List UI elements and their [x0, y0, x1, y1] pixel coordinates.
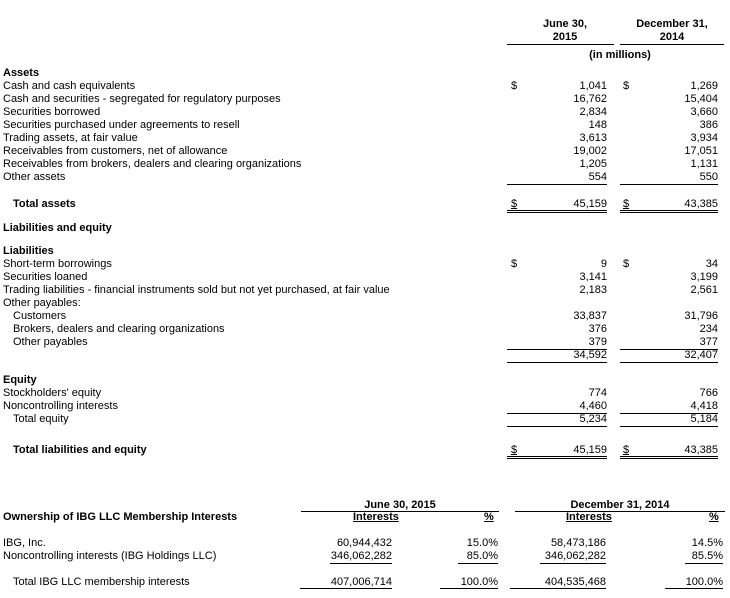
asset-row-v2: 17,051	[684, 145, 718, 157]
assets-dollar-1: $	[511, 80, 518, 92]
liabilities-equity-heading: Liabilities and equity	[3, 222, 112, 234]
col1-header-rule	[507, 44, 614, 45]
liability-row-v2: 2,561	[690, 284, 718, 296]
asset-row-v1: 16,762	[573, 93, 607, 105]
liability-row-label: Securities loaned	[3, 271, 88, 283]
total-assets-dollar-1: $	[511, 198, 518, 210]
assets-subtotal-rule-1	[507, 184, 607, 185]
asset-row-v1: 1,041	[579, 80, 607, 92]
total-assets-dollar-2: $	[623, 198, 630, 210]
liability-row-label: Customers	[13, 310, 67, 322]
asset-row-v1: 3,613	[579, 132, 607, 144]
asset-row-label: Trading assets, at fair value	[3, 132, 138, 144]
total-assets-rule-1b	[507, 212, 607, 213]
total-assets-rule-2a	[620, 210, 718, 211]
liability-row-v1: 2,183	[579, 284, 607, 296]
col2-header-rule	[620, 44, 724, 45]
ownership-period2: December 31, 2014	[570, 499, 670, 511]
col2-header-line2: 2014	[659, 31, 685, 43]
total-le-rule-1a	[507, 456, 607, 457]
ownership-total-rule-i2	[510, 588, 606, 589]
liability-row-label: Other payables:	[3, 297, 81, 309]
ownership-total-rule-p1	[440, 588, 498, 589]
asset-row-v1: 148	[588, 119, 607, 131]
equity-row-label: Stockholders' equity	[3, 387, 102, 399]
assets-heading: Assets	[3, 67, 40, 79]
total-assets-rule-1a	[507, 210, 607, 211]
ownership-row-i2: 58,473,186	[550, 537, 606, 549]
asset-row-v1: 2,834	[579, 106, 607, 118]
interests-header-1: Interests	[353, 511, 399, 523]
ownership-period2-rule	[515, 511, 725, 512]
asset-row-v2: 1,269	[690, 80, 718, 92]
asset-row-v1: 1,205	[579, 158, 607, 170]
equity-row-v1: 5,234	[579, 413, 607, 425]
total-le-v2: 43,385	[684, 444, 718, 456]
asset-row-label: Securities purchased under agreements to resell	[3, 119, 240, 131]
ownership-row-p1: 85.0%	[466, 550, 498, 562]
liability-row-label: Short-term borrowings	[3, 258, 112, 270]
liab-dollar-1: $	[511, 258, 518, 270]
ownership-total-i1: 407,006,714	[330, 576, 392, 588]
asset-row-v2: 550	[699, 171, 718, 183]
assets-dollar-2: $	[623, 80, 630, 92]
ownership-total-rule-p2	[665, 588, 723, 589]
total-liab-equity-label: Total liabilities and equity	[13, 444, 147, 456]
payables-subtotal-rule-1	[507, 362, 607, 363]
liability-row-v1: 376	[588, 323, 607, 335]
equity-total-rule-2	[620, 426, 718, 427]
total-assets-v2: 43,385	[684, 198, 718, 210]
payables-subtotal-rule-2	[620, 362, 718, 363]
asset-row-v2: 1,131	[690, 158, 718, 170]
ownership-rule-p2	[685, 563, 723, 564]
liability-row-v2: 377	[699, 336, 718, 348]
asset-row-v2: 3,660	[690, 106, 718, 118]
payables-subtotal-v1: 34,592	[573, 349, 607, 361]
equity-total-rule-1	[507, 426, 607, 427]
liabilities-heading: Liabilities	[3, 245, 54, 257]
asset-row-label: Cash and securities - segregated for regulatory purposes	[3, 93, 281, 105]
ownership-rule-i1	[330, 563, 392, 564]
liability-row-label: Other payables	[13, 336, 88, 348]
col1-header-line1: June 30,	[542, 18, 588, 30]
liability-row-v1: 3,141	[579, 271, 607, 283]
asset-row-label: Other assets	[3, 171, 66, 183]
asset-row-v2: 386	[699, 119, 718, 131]
total-le-dollar-2: $	[623, 444, 630, 456]
ownership-period1-rule	[301, 511, 499, 512]
asset-row-label: Securities borrowed	[3, 106, 101, 118]
asset-row-v2: 3,934	[690, 132, 718, 144]
total-le-rule-2a	[620, 456, 718, 457]
interests-header-2: Interests	[566, 511, 612, 523]
equity-row-label: Noncontrolling interests	[3, 400, 118, 412]
ownership-total-p1: 100.0%	[460, 576, 498, 588]
total-assets-label: Total assets	[13, 198, 76, 210]
col2-header-line1: December 31,	[636, 18, 708, 30]
asset-row-v2: 15,404	[684, 93, 718, 105]
liability-row-v2: 34	[705, 258, 718, 270]
payables-subtotal-v2: 32,407	[684, 349, 718, 361]
liability-row-v2: 3,199	[690, 271, 718, 283]
pct-header-1: %	[484, 511, 494, 523]
equity-row-label: Total equity	[13, 413, 69, 425]
asset-row-label: Receivables from customers, net of allowance	[3, 145, 228, 157]
total-le-dollar-1: $	[511, 444, 518, 456]
ownership-row-label: Noncontrolling interests (IBG Holdings LLC)	[3, 550, 217, 562]
asset-row-label: Receivables from brokers, dealers and clearing organizations	[3, 158, 302, 170]
ownership-row-label: IBG, Inc.	[3, 537, 46, 549]
ownership-rule-i2	[540, 563, 606, 564]
asset-row-label: Cash and cash equivalents	[3, 80, 136, 92]
ownership-total-p2: 100.0%	[685, 576, 723, 588]
liab-dollar-2: $	[623, 258, 630, 270]
liability-row-v1: 33,837	[573, 310, 607, 322]
ownership-title: Ownership of IBG LLC Membership Interests	[3, 511, 238, 523]
liability-row-label: Trading liabilities - financial instruments sold but not yet purchased, at fair value	[3, 284, 390, 296]
units-caption: (in millions)	[589, 49, 651, 61]
asset-row-v1: 19,002	[573, 145, 607, 157]
total-assets-rule-2b	[620, 212, 718, 213]
ownership-total-rule-i1	[300, 588, 392, 589]
ownership-period1: June 30, 2015	[364, 499, 436, 511]
liability-row-label: Brokers, dealers and clearing organizations	[13, 323, 225, 335]
liability-row-v2: 31,796	[684, 310, 718, 322]
total-le-v1: 45,159	[573, 444, 607, 456]
pct-header-2: %	[709, 511, 719, 523]
liability-row-v1: 9	[600, 258, 607, 270]
ownership-row-i1: 346,062,282	[330, 550, 392, 562]
equity-row-v1: 4,460	[579, 400, 607, 412]
equity-row-v2: 4,418	[690, 400, 718, 412]
ownership-total-i2: 404,535,468	[544, 576, 606, 588]
asset-row-v1: 554	[588, 171, 607, 183]
total-le-rule-1b	[507, 458, 607, 459]
col1-header-line2: 2015	[552, 31, 578, 43]
ownership-row-p2: 14.5%	[691, 537, 723, 549]
total-le-rule-2b	[620, 458, 718, 459]
ownership-row-p2: 85.5%	[691, 550, 723, 562]
total-assets-v1: 45,159	[573, 198, 607, 210]
equity-rule-1	[507, 413, 607, 414]
ownership-row-i1: 60,944,432	[336, 537, 392, 549]
equity-row-v2: 5,184	[690, 413, 718, 425]
assets-subtotal-rule-2	[620, 184, 718, 185]
equity-row-v1: 774	[588, 387, 607, 399]
ownership-row-p1: 15.0%	[466, 537, 498, 549]
equity-rule-2	[620, 413, 718, 414]
ownership-rule-p1	[458, 563, 498, 564]
equity-heading: Equity	[3, 374, 37, 386]
ownership-row-i2: 346,062,282	[544, 550, 606, 562]
ownership-total-label: Total IBG LLC membership interests	[13, 576, 190, 588]
liability-row-v1: 379	[588, 336, 607, 348]
liability-row-v2: 234	[699, 323, 718, 335]
equity-row-v2: 766	[699, 387, 718, 399]
